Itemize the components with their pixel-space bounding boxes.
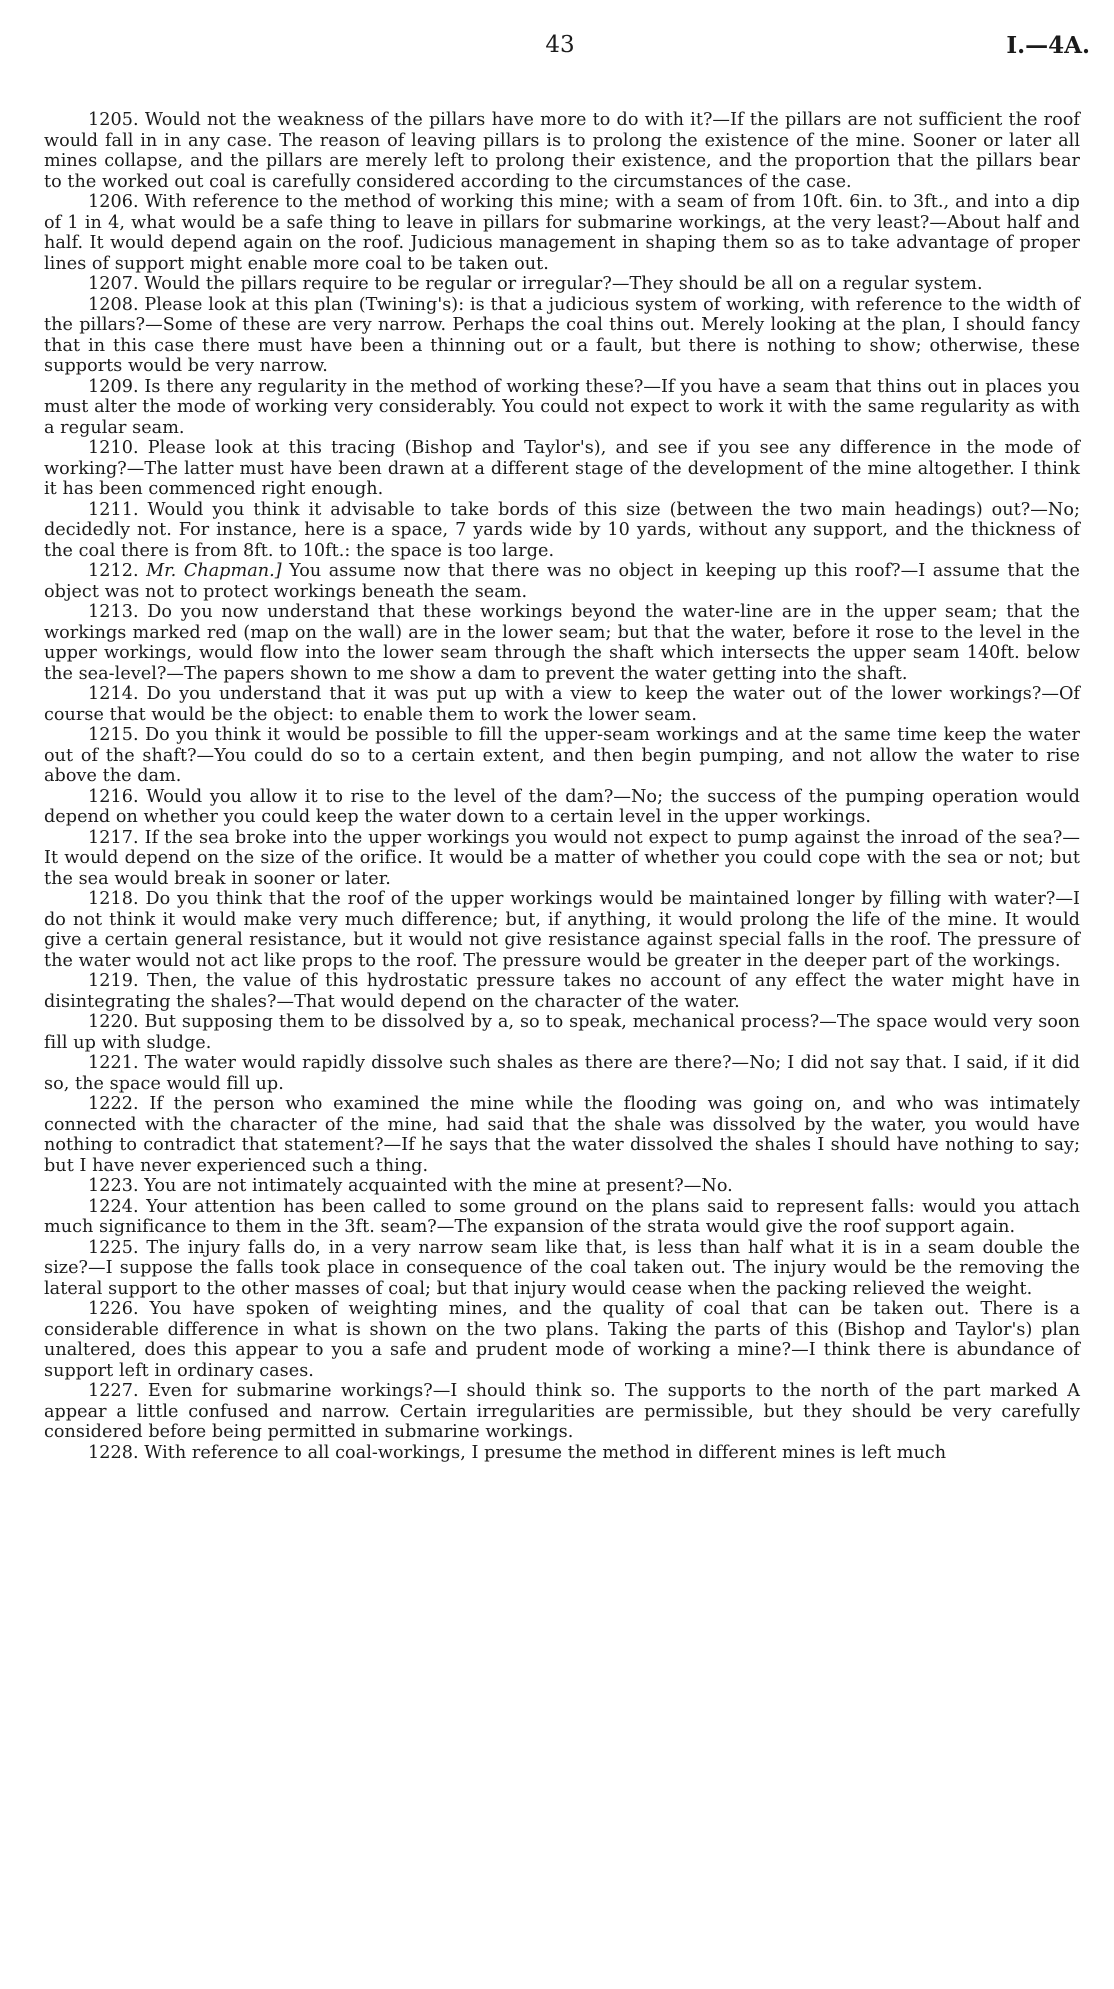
testimony-paragraph — [44, 1381, 1080, 1443]
page-header — [40, 28, 1090, 72]
question-number: 1217. — [88, 827, 139, 848]
paragraph-text: Even for submarine workings?—I should think so. The supports to the north of the part marked A appear a little confused and narrow. Certain irregularities are permissible, but they should be very carefully considered before being permitted in submarine workings. — [44, 1381, 1080, 1442]
testimony-paragraph — [44, 828, 1080, 890]
question-number: 1209. — [88, 376, 139, 397]
testimony-paragraph — [44, 971, 1080, 1012]
testimony-paragraph — [44, 1238, 1080, 1300]
paragraph-text: Please look at this plan (Twining's): is that a judicious system of working, with reference to the width of the pillars?—Some of these are very narrow. Perhaps the coal thins out. Merely looking at the plan, I should fancy that in this case there must have been a thinning out or a fault, but there is nothing to show; otherwise, these supports would be very narrow. — [44, 294, 1080, 376]
question-number: 1226. — [88, 1299, 139, 1319]
testimony-paragraph — [44, 1443, 1080, 1464]
paragraph-text: Would not the weakness of the pillars have more to do with it?—If the pillars are not sufficient the roof would fall in in any case. The reason of leaving pillars is to prolong the existence of the mine. Sooner or later all mines collapse, and the pillars are merely left to prolong their existence, and the proportion that the pillars bear to the worked out coal is carefully considered according to the circumstances of the case. — [44, 110, 1080, 192]
testimony-paragraph — [44, 1053, 1080, 1094]
question-number: 1206. — [88, 192, 139, 212]
question-number: 1224. — [88, 1196, 139, 1217]
question-number: 1219. — [88, 971, 139, 991]
question-number: 1212. — [88, 561, 139, 581]
testimony-paragraph — [44, 1094, 1080, 1176]
speaker-name: Mr. Chapman.] — [146, 561, 282, 581]
testimony-paragraph — [44, 1012, 1080, 1053]
paragraph-text: Do you understand that it was put up with a view to keep the water out of the lower workings?—Of course that would be the object: to enable them to work the lower seam. — [44, 684, 1080, 725]
document-body — [40, 110, 1080, 1463]
paragraph-text: If the sea broke into the upper workings you would not expect to pump against the inroad of the sea?—It would depend on the size of the orifice. It would be a matter of whether you could cope with the sea or not; but the sea would break in sooner or later. — [44, 827, 1080, 889]
paragraph-text: Your attention has been called to some ground on the plans said to represent falls: would you attach much significance to them in the 3ft. seam?—The expansion of the strata would give the roof support again. — [44, 1196, 1080, 1237]
paragraph-text: Then, the value of this hydrostatic pressure takes no account of any effect the water might have in disintegrating the shales?—That would depend on the character of the water. — [44, 971, 1080, 1012]
testimony-paragraph — [44, 110, 1080, 192]
question-number: 1213. — [88, 602, 139, 622]
paragraph-text: Do you think it would be possible to fill the upper-seam workings and at the same time keep the water out of the shaft?—You could do so to a certain extent, and then begin pumping, and not allow the water to rise above the dam. — [44, 725, 1080, 786]
testimony-paragraph — [44, 725, 1080, 787]
testimony-paragraph — [44, 561, 1080, 602]
testimony-paragraph — [44, 438, 1080, 500]
testimony-paragraph — [44, 500, 1080, 562]
testimony-paragraph — [44, 889, 1080, 971]
question-number: 1223. — [88, 1176, 139, 1196]
question-number: 1227. — [88, 1381, 139, 1401]
paragraph-text: You assume now that there was no object in keeping up this roof?—I assume that the object was not to protect workings beneath the seam. — [44, 561, 1080, 602]
question-number: 1214. — [88, 684, 139, 704]
question-number: 1218. — [88, 889, 139, 909]
question-number: 1216. — [88, 786, 139, 807]
question-number: 1220. — [88, 1012, 139, 1032]
paragraph-text: With reference to all coal-workings, I presume the method in different mines is left much — [144, 1442, 947, 1463]
paragraph-text: With reference to the method of working this mine; with a seam of from 10ft. 6in. to 3ft., and into a dip of 1 in 4, what would be a safe thing to leave in pillars for submarine workings, at the very least?—About half and half. It would depend again on the roof. Judicious management in shaping them so as to take advantage of proper lines of support might enable more coal to be taken out. — [44, 192, 1080, 274]
question-number: 1208. — [88, 294, 139, 315]
question-number: 1215. — [88, 725, 139, 745]
paragraph-text: Please look at this tracing (Bishop and Taylor's), and see if you see any difference in the mode of working?—The latter must have been drawn at a different stage of the development of the mine altogether. I think it has been commenced right enough. — [44, 438, 1080, 499]
page-reference: I.—4A. — [1006, 32, 1090, 59]
question-number: 1207. — [88, 274, 139, 294]
testimony-paragraph — [44, 1197, 1080, 1238]
paragraph-text: You have spoken of weighting mines, and the quality of coal that can be taken out. There is a considerable difference in what is shown on the two plans. Taking the parts of this (Bishop and Taylor's) plan unaltered, does this appear to you a safe and prudent mode of working a mine?—I think there is abundance of support left in ordinary cases. — [44, 1299, 1080, 1381]
question-number: 1221. — [88, 1053, 139, 1073]
testimony-paragraph — [44, 684, 1080, 725]
paragraph-text: But supposing them to be dissolved by a, so to speak, mechanical process?—The space would very soon fill up with sludge. — [44, 1012, 1080, 1053]
paragraph-text: Do you think that the roof of the upper workings would be maintained longer by filling with water?—I do not think it would make very much difference; but, if anything, it would prolong the life of the mine. It would give a certain general resistance, but it would not give resistance against special falls in the roof. The pressure of the water would not act like props to the roof. The pressure would be greater in the deeper part of the workings. — [44, 889, 1080, 971]
question-number: 1211. — [88, 499, 139, 520]
testimony-paragraph — [44, 377, 1080, 439]
paragraph-text: Do you now understand that these workings beyond the water-line are in the upper seam; that the workings marked red (map on the wall) are in the lower seam; but that the water, before it rose to the level in the upper workings, would flow into the lower seam through the shaft which intersects the upper seam 140ft. below the sea-level?—The papers shown to me show a dam to prevent the water getting into the shaft. — [44, 602, 1080, 684]
question-number: 1210. — [88, 438, 139, 458]
paragraph-text: Is there any regularity in the method of working these?—If you have a seam that thins out in places you must alter the mode of working very considerably. You could not expect to work it with the same regularity as with a regular seam. — [44, 376, 1080, 438]
testimony-paragraph — [44, 192, 1080, 274]
paragraph-text: You are not intimately acquainted with the mine at present?—No. — [144, 1176, 733, 1196]
page-number: 43 — [545, 32, 575, 58]
question-number: 1225. — [88, 1237, 139, 1258]
paragraph-text: Would the pillars require to be regular or irregular?—They should be all on a regular system. — [144, 274, 983, 294]
testimony-paragraph — [44, 1176, 1080, 1197]
paragraph-text: Would you allow it to rise to the level of the dam?—No; the success of the pumping operation would depend on whether you could keep the water down to a certain level in the upper workings. — [44, 786, 1080, 827]
paragraph-text: Would you think it advisable to take bords of this size (between the two main headings) out?—No; decidedly not. For instance, here is a space, 7 yards wide by 10 yards, without any support, and the thickness of the coal there is from 8ft. to 10ft.: the space is too large. — [44, 499, 1080, 561]
paragraph-text: The water would rapidly dissolve such shales as there are there?—No; I did not say that. I said, if it did so, the space would fill up. — [44, 1053, 1080, 1094]
document-page — [40, 28, 1090, 1463]
paragraph-text: The injury falls do, in a very narrow seam like that, is less than half what it is in a seam double the size?—I suppose the falls took place in consequence of the coal taken out. The injury would be the removing the lateral support to the other masses of coal; but that injury would cease when the packing relieved the weight. — [44, 1237, 1080, 1299]
paragraph-text: If the person who examined the mine while the flooding was going on, and who was intimately connected with the character of the mine, had said that the shale was dissolved by the water, you would have nothing to contradict that statement?—If he says that the water dissolved the shales I should have nothing to say; but I have never experienced such a thing. — [44, 1094, 1080, 1176]
testimony-paragraph — [44, 602, 1080, 684]
testimony-paragraph — [44, 1299, 1080, 1381]
testimony-paragraph — [44, 295, 1080, 377]
testimony-paragraph — [44, 274, 1080, 295]
testimony-paragraph — [44, 787, 1080, 828]
question-number: 1222. — [88, 1094, 139, 1114]
question-number: 1205. — [88, 110, 139, 130]
question-number: 1228. — [88, 1442, 139, 1463]
